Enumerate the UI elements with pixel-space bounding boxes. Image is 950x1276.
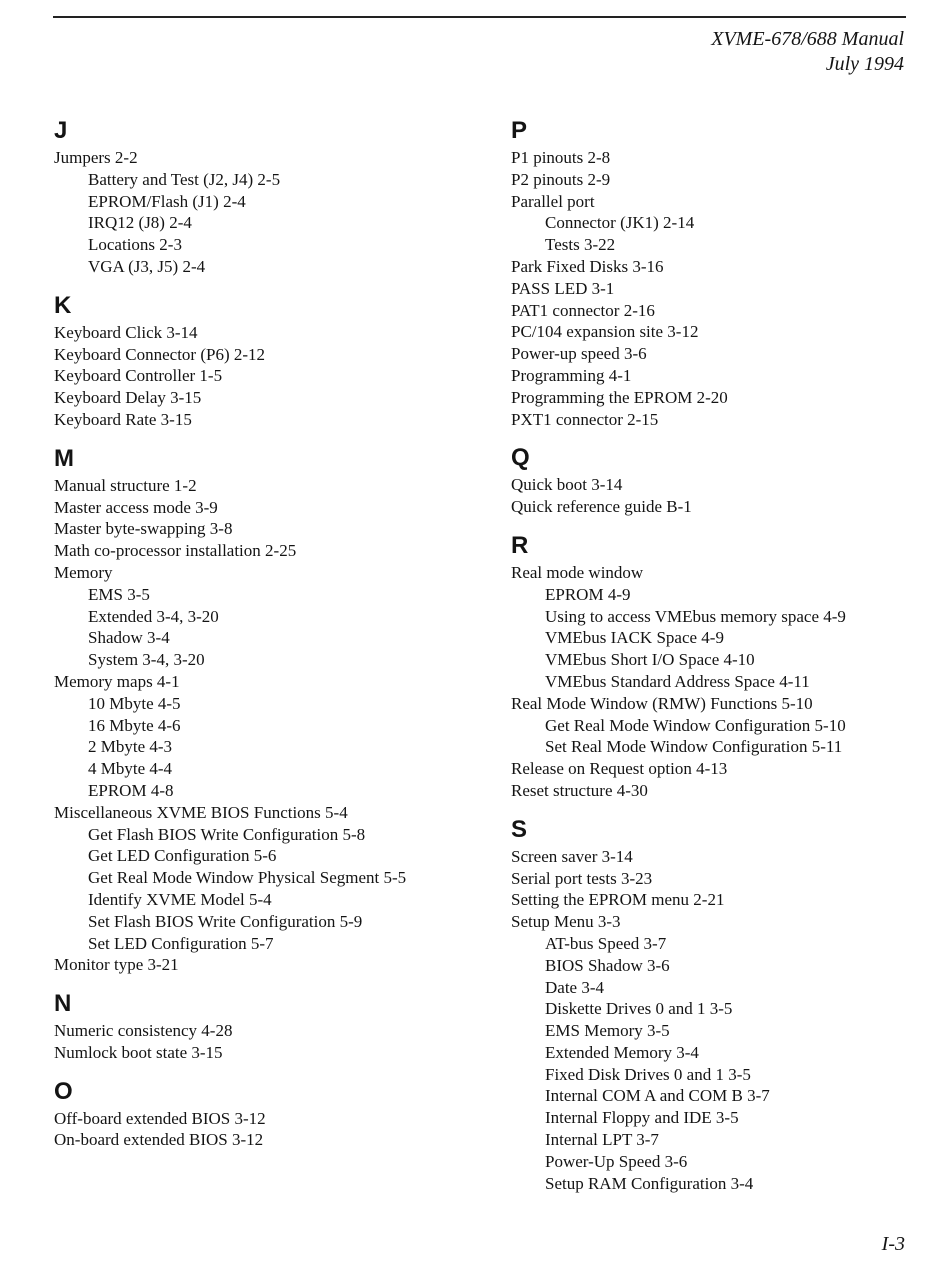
index-subentry: Fixed Disk Drives 0 and 1 3-5 bbox=[545, 1064, 751, 1084]
index-subentry: Extended Memory 3-4 bbox=[545, 1042, 699, 1062]
index-entry: Memory maps 4-1 bbox=[54, 671, 180, 691]
section-letter: R bbox=[511, 531, 529, 559]
index-entry: On-board extended BIOS 3-12 bbox=[54, 1130, 264, 1150]
index-entry: PAT1 connector 2-16 bbox=[511, 300, 655, 320]
index-subentry: Identify XVME Model 5-4 bbox=[88, 889, 272, 909]
index-subentry: EPROM/Flash (J1) 2-4 bbox=[88, 191, 246, 211]
index-section-j bbox=[54, 117, 474, 278]
index-subentry: Diskette Drives 0 and 1 3-5 bbox=[545, 999, 733, 1019]
index-entry: Serial port tests 3-23 bbox=[511, 868, 653, 888]
index-subentry: Connector (JK1) 2-14 bbox=[545, 213, 695, 233]
index-entry: P2 pinouts 2-9 bbox=[511, 169, 611, 189]
index-subentry: Get Flash BIOS Write Configuration 5-8 bbox=[88, 824, 366, 844]
index-entry: Numlock boot state 3-15 bbox=[54, 1042, 223, 1062]
index-subentry: Set Real Mode Window Configuration 5-11 bbox=[545, 737, 843, 757]
manual-title: XVME-678/688 Manual bbox=[711, 28, 904, 50]
index-subentry: 10 Mbyte 4-5 bbox=[88, 693, 181, 713]
index-subentry: Set LED Configuration 5-7 bbox=[88, 933, 274, 953]
index-entry: PC/104 expansion site 3-12 bbox=[511, 322, 699, 342]
index-entry: Keyboard Rate 3-15 bbox=[54, 409, 192, 429]
index-subentry: EPROM 4-9 bbox=[545, 584, 631, 604]
manual-date: July 1994 bbox=[825, 53, 904, 75]
index-entry: Parallel port bbox=[511, 191, 595, 211]
index-subentry: Get LED Configuration 5-6 bbox=[88, 846, 277, 866]
index-entry: P1 pinouts 2-8 bbox=[511, 148, 611, 167]
index-subentry: EMS 3-5 bbox=[88, 584, 150, 604]
index-entry: Keyboard Controller 1-5 bbox=[54, 366, 223, 386]
index-section-o bbox=[54, 1078, 474, 1152]
index-entry: Setup Menu 3-3 bbox=[511, 912, 621, 932]
section-letter: P bbox=[511, 117, 528, 144]
index-subentry: System 3-4, 3-20 bbox=[88, 650, 205, 670]
index-column-left bbox=[54, 117, 474, 1165]
index-entry: Reset structure 4-30 bbox=[511, 780, 648, 800]
index-entry: Real Mode Window (RMW) Functions 5-10 bbox=[511, 693, 813, 713]
index-entry: Real mode window bbox=[511, 562, 644, 582]
index-subentry: EPROM 4-8 bbox=[88, 780, 174, 800]
index-entry: Setting the EPROM menu 2-21 bbox=[511, 890, 725, 910]
index-entry: Miscellaneous XVME BIOS Functions 5-4 bbox=[54, 802, 348, 822]
section-letter: Q bbox=[511, 444, 530, 472]
index-section-r bbox=[511, 532, 931, 802]
index-entry: Keyboard Delay 3-15 bbox=[54, 388, 202, 408]
index-section-q bbox=[511, 444, 931, 518]
index-subentry: Tests 3-22 bbox=[545, 235, 616, 255]
index-subentry: 4 Mbyte 4-4 bbox=[88, 759, 173, 779]
index-entry: Monitor type 3-21 bbox=[54, 955, 179, 975]
index-subentry: Setup RAM Configuration 3-4 bbox=[545, 1173, 754, 1193]
index-subentry: Extended 3-4, 3-20 bbox=[88, 606, 219, 626]
index-entry: Keyboard Click 3-14 bbox=[54, 322, 198, 342]
index-entry: PXT1 connector 2-15 bbox=[511, 409, 659, 429]
index-section-m bbox=[54, 445, 474, 976]
index-subentry: Internal LPT 3-7 bbox=[545, 1130, 659, 1150]
header-rule bbox=[53, 16, 906, 18]
index-subentry: Internal Floppy and IDE 3-5 bbox=[545, 1108, 739, 1128]
index-entry: Programming 4-1 bbox=[511, 365, 632, 385]
index-subentry: Shadow 3-4 bbox=[88, 628, 170, 648]
page-number: I-3 bbox=[881, 1233, 905, 1255]
index-subentry: 2 Mbyte 4-3 bbox=[88, 737, 173, 757]
index-entry: Master access mode 3-9 bbox=[54, 497, 218, 517]
index-entry: Master byte-swapping 3-8 bbox=[54, 519, 233, 539]
index-subentry: 16 Mbyte 4-6 bbox=[88, 715, 181, 735]
index-subentry: VGA (J3, J5) 2-4 bbox=[88, 256, 206, 276]
index-entry: Screen saver 3-14 bbox=[511, 846, 633, 866]
index-entry: Off-board extended BIOS 3-12 bbox=[54, 1108, 266, 1128]
index-subentry: Date 3-4 bbox=[545, 977, 605, 997]
index-section-n bbox=[54, 990, 474, 1064]
index-section-p bbox=[511, 117, 931, 430]
index-subentry: Get Real Mode Window Configuration 5-10 bbox=[545, 715, 846, 735]
index-entry: Release on Request option 4-13 bbox=[511, 759, 728, 779]
section-letter: K bbox=[54, 291, 72, 319]
section-letter: S bbox=[511, 815, 528, 843]
index-entry: Numeric consistency 4-28 bbox=[54, 1021, 233, 1041]
index-entry: Manual structure 1-2 bbox=[54, 475, 197, 495]
index-subentry: Get Real Mode Window Physical Segment 5-5 bbox=[88, 868, 407, 888]
index-entry: Quick reference guide B-1 bbox=[511, 497, 692, 517]
index-section-s bbox=[511, 816, 931, 1195]
index-column-right bbox=[511, 117, 931, 1208]
index-subentry: BIOS Shadow 3-6 bbox=[545, 955, 670, 975]
running-header bbox=[711, 27, 904, 77]
section-letter: O bbox=[54, 1077, 73, 1105]
index-entry: Park Fixed Disks 3-16 bbox=[511, 256, 664, 276]
index-subentry: VMEbus Short I/O Space 4-10 bbox=[545, 650, 755, 670]
index-entry: Quick boot 3-14 bbox=[511, 475, 623, 495]
index-entry: PASS LED 3-1 bbox=[511, 278, 615, 298]
index-section-k bbox=[54, 292, 474, 431]
index-entry: Power-up speed 3-6 bbox=[511, 344, 647, 364]
index-subentry: Battery and Test (J2, J4) 2-5 bbox=[88, 169, 281, 189]
index-entry: Jumpers 2-2 bbox=[54, 148, 138, 167]
index-entry: Programming the EPROM 2-20 bbox=[511, 387, 728, 407]
section-letter: N bbox=[54, 990, 72, 1018]
index-subentry: IRQ12 (J8) 2-4 bbox=[88, 213, 192, 233]
index-subentry: VMEbus IACK Space 4-9 bbox=[545, 628, 724, 648]
index-entry: Keyboard Connector (P6) 2-12 bbox=[54, 344, 266, 364]
index-subentry: AT-bus Speed 3-7 bbox=[545, 933, 667, 953]
index-subentry: Locations 2-3 bbox=[88, 235, 182, 255]
section-letter: M bbox=[54, 444, 74, 472]
index-subentry: Power-Up Speed 3-6 bbox=[545, 1151, 688, 1171]
index-subentry: Set Flash BIOS Write Configuration 5-9 bbox=[88, 911, 363, 931]
index-subentry: Using to access VMEbus memory space 4-9 bbox=[545, 606, 846, 626]
index-subentry: EMS Memory 3-5 bbox=[545, 1021, 670, 1041]
index-subentry: Internal COM A and COM B 3-7 bbox=[545, 1086, 770, 1106]
index-entry: Memory bbox=[54, 562, 113, 582]
index-subentry: VMEbus Standard Address Space 4-11 bbox=[545, 671, 810, 691]
section-letter: J bbox=[54, 117, 68, 144]
index-entry: Math co-processor installation 2-25 bbox=[54, 541, 297, 561]
